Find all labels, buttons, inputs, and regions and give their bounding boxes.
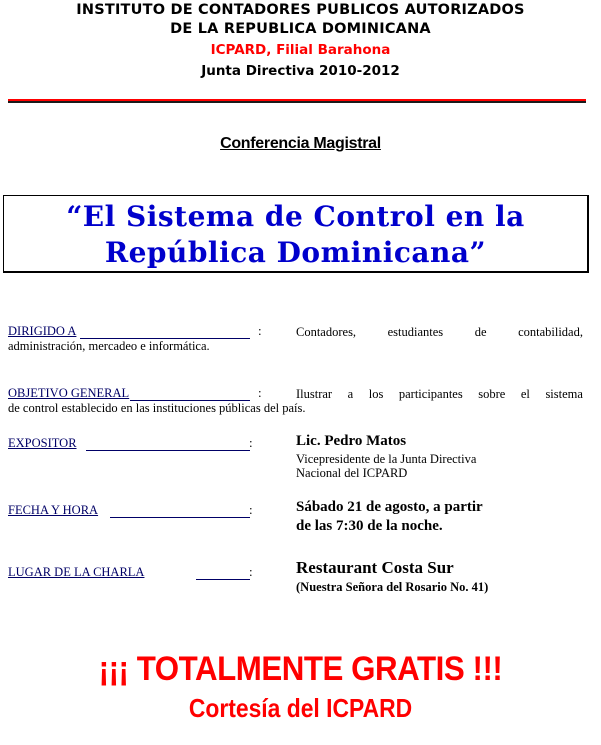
audience-word: estudiantes [387, 325, 444, 339]
audience-word: Contadores, [296, 325, 357, 339]
speaker-label-underline [86, 450, 250, 451]
audience-text-second-line: administración, mercadeo e informática. [8, 339, 210, 353]
speaker-colon: : [249, 435, 253, 450]
venue-address: (Nuestra Señora del Rosario No. 41) [296, 580, 489, 594]
objective-colon: : [258, 385, 262, 400]
speaker-role-line2: Nacional del ICPARD [296, 466, 408, 480]
institute-name-line1: INSTITUTO DE CONTADORES PUBLICOS AUTORIZADOS [76, 2, 525, 18]
courtesy-line: Cortesía del ICPARD [188, 693, 413, 723]
audience-label: DIRIGIDO A [8, 324, 77, 338]
free-admission-banner: ¡¡¡ TOTALMENTE GRATIS !!! [98, 650, 503, 688]
objective-word: Ilustrar [296, 387, 333, 401]
objective-text-first-line [296, 387, 583, 401]
speaker-role-line1: Vicepresidente de la Junta Directiva [296, 452, 477, 466]
header-divider-dark [8, 101, 586, 103]
venue-label: LUGAR DE LA CHARLA [8, 565, 145, 579]
conference-title-line1: “El Sistema de Control en la [66, 200, 525, 233]
datetime-label-underline [110, 517, 250, 518]
datetime-line1: Sábado 21 de agosto, a partir [296, 499, 483, 515]
conference-title-box [3, 195, 589, 273]
datetime-label: FECHA Y HORA [8, 503, 99, 517]
board-period: Junta Directiva 2010-2012 [201, 63, 400, 79]
datetime-line2: de las 7:30 de la noche. [296, 518, 443, 534]
audience-word: de [474, 325, 487, 339]
objective-word: a [347, 387, 354, 401]
event-type: Conferencia Magistral [220, 135, 381, 152]
objective-label: OBJETIVO GENERAL [8, 386, 130, 400]
branch-name: ICPARD, Filial Barahona [210, 42, 391, 58]
institute-name-line2: DE LA REPUBLICA DOMINICANA [170, 21, 431, 37]
objective-word: sobre [478, 387, 506, 401]
objective-word: el [520, 387, 530, 401]
venue-label-underline [196, 579, 250, 580]
venue-name: Restaurant Costa Sur [296, 558, 454, 577]
audience-colon: : [258, 323, 262, 338]
objective-word: sistema [545, 387, 583, 401]
objective-word: los [368, 387, 384, 401]
conference-title-line2: República Dominicana” [104, 236, 487, 269]
audience-word: contabilidad, [518, 325, 583, 339]
speaker-label: EXPOSITOR [8, 436, 77, 450]
conference-title [4, 196, 587, 271]
speaker-name: Lic. Pedro Matos [296, 433, 407, 449]
datetime-colon: : [249, 502, 253, 517]
venue-colon: : [249, 564, 253, 579]
objective-text-second-line: de control establecido en las instituciones públicas del país. [8, 401, 306, 415]
objective-word: participantes [398, 387, 463, 401]
audience-text-first-line [296, 325, 583, 339]
